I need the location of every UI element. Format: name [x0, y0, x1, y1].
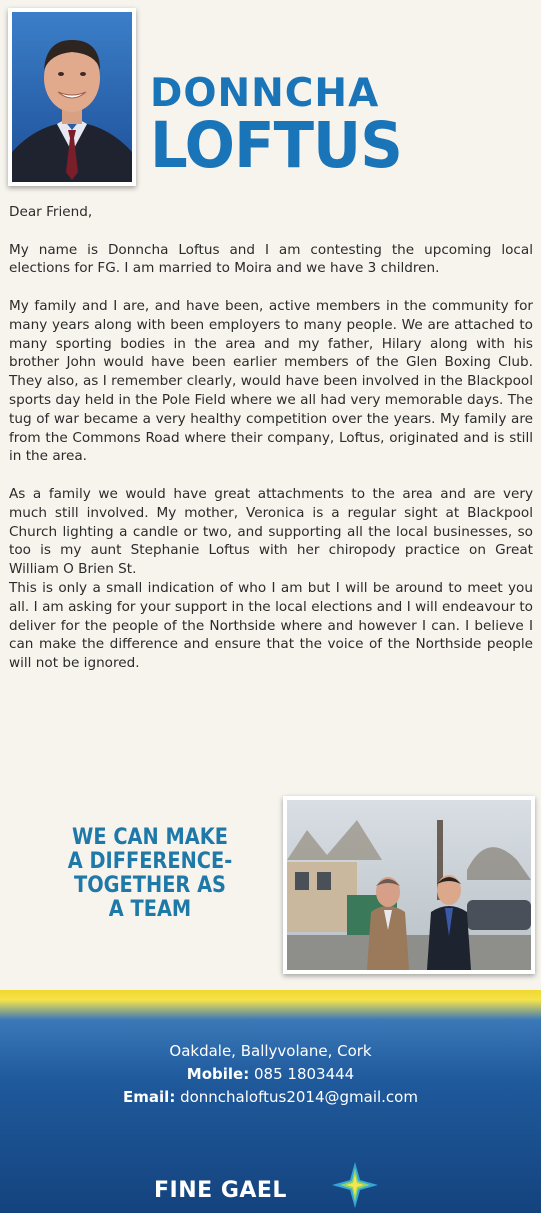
team-photo — [283, 796, 535, 974]
slogan-line: A DIFFERENCE- — [67, 849, 233, 874]
candidate-first-name: DONNCHA — [150, 71, 380, 116]
contact-email-row — [0, 1086, 541, 1109]
contact-address: Oakdale, Ballyvolane, Cork — [169, 1042, 372, 1060]
letter-paragraph-intro: My name is Donncha Loftus and I am contesting the upcoming local elections for FG. I am married to Moira and we have 3 children. — [9, 241, 533, 277]
email-label: Email: — [123, 1088, 176, 1106]
contact-block — [0, 1040, 541, 1109]
slogan-line: A TEAM — [108, 897, 192, 922]
mobile-label: Mobile: — [186, 1065, 250, 1083]
portrait-image — [12, 12, 132, 182]
mobile-number[interactable]: 085 1803444 — [254, 1065, 355, 1083]
slogan-line: TOGETHER AS — [74, 873, 226, 898]
fine-gael-star-icon — [330, 1160, 380, 1210]
letter-body — [9, 203, 533, 692]
party-name: FINE GAEL — [154, 1178, 287, 1203]
letter-paragraph-support: This is only a small indication of who I am but I will be around to meet you all. I am asking for your support in the local elections and I will endeavour to deliver for the people of the Northside where and however I can. I believe I can make the difference and ensure that the voice of the Northside people will not be ignored. — [9, 579, 533, 672]
letter-greeting: Dear Friend, — [9, 204, 93, 220]
campaign-slogan — [44, 826, 255, 922]
letter-paragraph-community: My family and I are, and have been, active members in the community for many years along with been employers to many people. We are attached to many sporting bodies in the area and my father, Hilary along with his brother John would have been earlier members of the Glen Boxing Club. They also, as I remember clearly, would have been involved in the Blackpool sports day held in the Pole Field where we all had very memorable days. The tug of war became a very healthy competition over the years. My family are from the Commons Road where their company, Loftus, originated and is still in the area. — [9, 297, 533, 465]
team-photo-image — [287, 800, 531, 970]
letter-paragraph-family: As a family we would have great attachments to the area and are very much still involved. My mother, Veronica is a regular sight at Blackpool Church lighting a candle or two, and supporting all the local businesses, so too is my aunt Stephanie Loftus with her chiropody practice on Great William O Brien St. — [9, 485, 533, 578]
slogan-line: WE CAN MAKE — [72, 825, 228, 850]
candidate-portrait-photo — [8, 8, 136, 186]
contact-mobile-row — [0, 1063, 541, 1086]
email-address[interactable]: donnchaloftus2014@gmail.com — [180, 1088, 418, 1106]
candidate-last-name: LOFTUS — [150, 109, 402, 182]
